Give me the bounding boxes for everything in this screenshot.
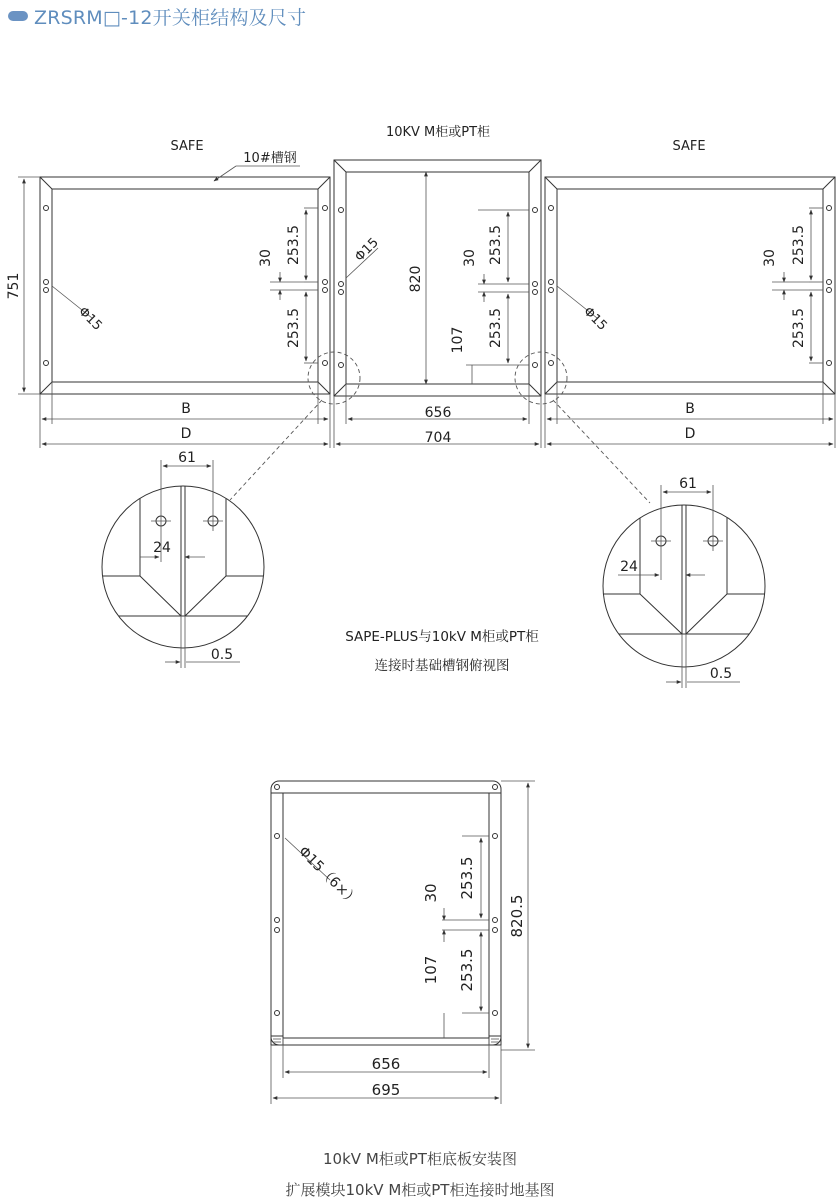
dim-D-right: D — [684, 426, 696, 442]
dim-0-5-left: 0.5 — [210, 647, 234, 663]
dim-656-top: 656 — [424, 405, 452, 421]
dim-820-5: 820.5 — [508, 894, 526, 938]
detail-leader-left — [230, 400, 322, 500]
dim-24-left: 24 — [153, 540, 171, 556]
dim-61-left: 61 — [178, 450, 196, 466]
mounting-holes — [44, 206, 832, 368]
dim-253-5-right-lower: 253.5 — [791, 307, 807, 349]
detail-left — [100, 450, 270, 668]
dim-B-left: B — [181, 401, 191, 417]
left-cabinet-label: SAFE — [170, 139, 204, 154]
hole-dia-center: Φ15 — [352, 235, 382, 265]
dim-61-right: 61 — [679, 476, 697, 492]
left-frame — [40, 177, 330, 394]
dim-253-5-right-upper: 253.5 — [791, 224, 807, 266]
dim-253-5-center-lower: 253.5 — [488, 307, 504, 349]
dim-253-5-left-upper: 253.5 — [286, 224, 302, 266]
center-frame — [334, 160, 541, 396]
channel-steel-label: 10#槽钢 — [243, 151, 297, 166]
right-frame — [545, 177, 835, 394]
center-cabinet-label: 10KV M柜或PT柜 — [385, 125, 491, 140]
top-view — [6, 124, 835, 448]
dim-30-left: 30 — [258, 249, 274, 267]
dim-30-right: 30 — [762, 249, 778, 267]
detail-caption-line2: 连接时基础槽钢俯视图 — [374, 658, 510, 674]
dim-253-5-bottom-upper: 253.5 — [458, 856, 476, 900]
bottom-caption-line2: 扩展模块10kV M柜或PT柜连接时地基图 — [285, 1181, 555, 1199]
right-cabinet-label: SAFE — [672, 139, 706, 154]
detail-right — [600, 476, 770, 688]
dim-D-left: D — [180, 426, 192, 442]
dim-B-right: B — [685, 401, 695, 417]
dim-30-bottom: 30 — [422, 883, 440, 903]
dim-24-right: 24 — [620, 559, 638, 575]
hole-dia-right: Φ15 — [580, 304, 610, 334]
detail-leader-right — [553, 400, 650, 503]
dim-704: 704 — [424, 430, 452, 446]
dim-253-5-center-upper: 253.5 — [488, 224, 504, 266]
dim-253-5-bottom-lower: 253.5 — [458, 948, 476, 992]
dim-751: 751 — [6, 272, 22, 300]
dim-656-bottom: 656 — [371, 1055, 401, 1073]
dim-253-5-left-lower: 253.5 — [286, 307, 302, 349]
hole-dia-bottom: Φ15（6×） — [295, 843, 362, 910]
section-title: ZRSRM□-12开关柜结构及尺寸 — [34, 6, 307, 29]
dim-30-center: 30 — [462, 249, 478, 267]
dim-107-center: 107 — [450, 326, 466, 354]
bottom-caption-line1: 10kV M柜或PT柜底板安装图 — [323, 1150, 517, 1168]
dim-820: 820 — [408, 265, 424, 293]
dim-0-5-right: 0.5 — [709, 666, 733, 682]
hole-dia-left: Φ15 — [75, 304, 105, 334]
bottom-view — [271, 781, 535, 1104]
dim-695: 695 — [371, 1081, 401, 1099]
detail-caption-line1: SAPE-PLUS与10kV M柜或PT柜 — [345, 629, 539, 645]
dim-107-bottom: 107 — [422, 955, 440, 985]
